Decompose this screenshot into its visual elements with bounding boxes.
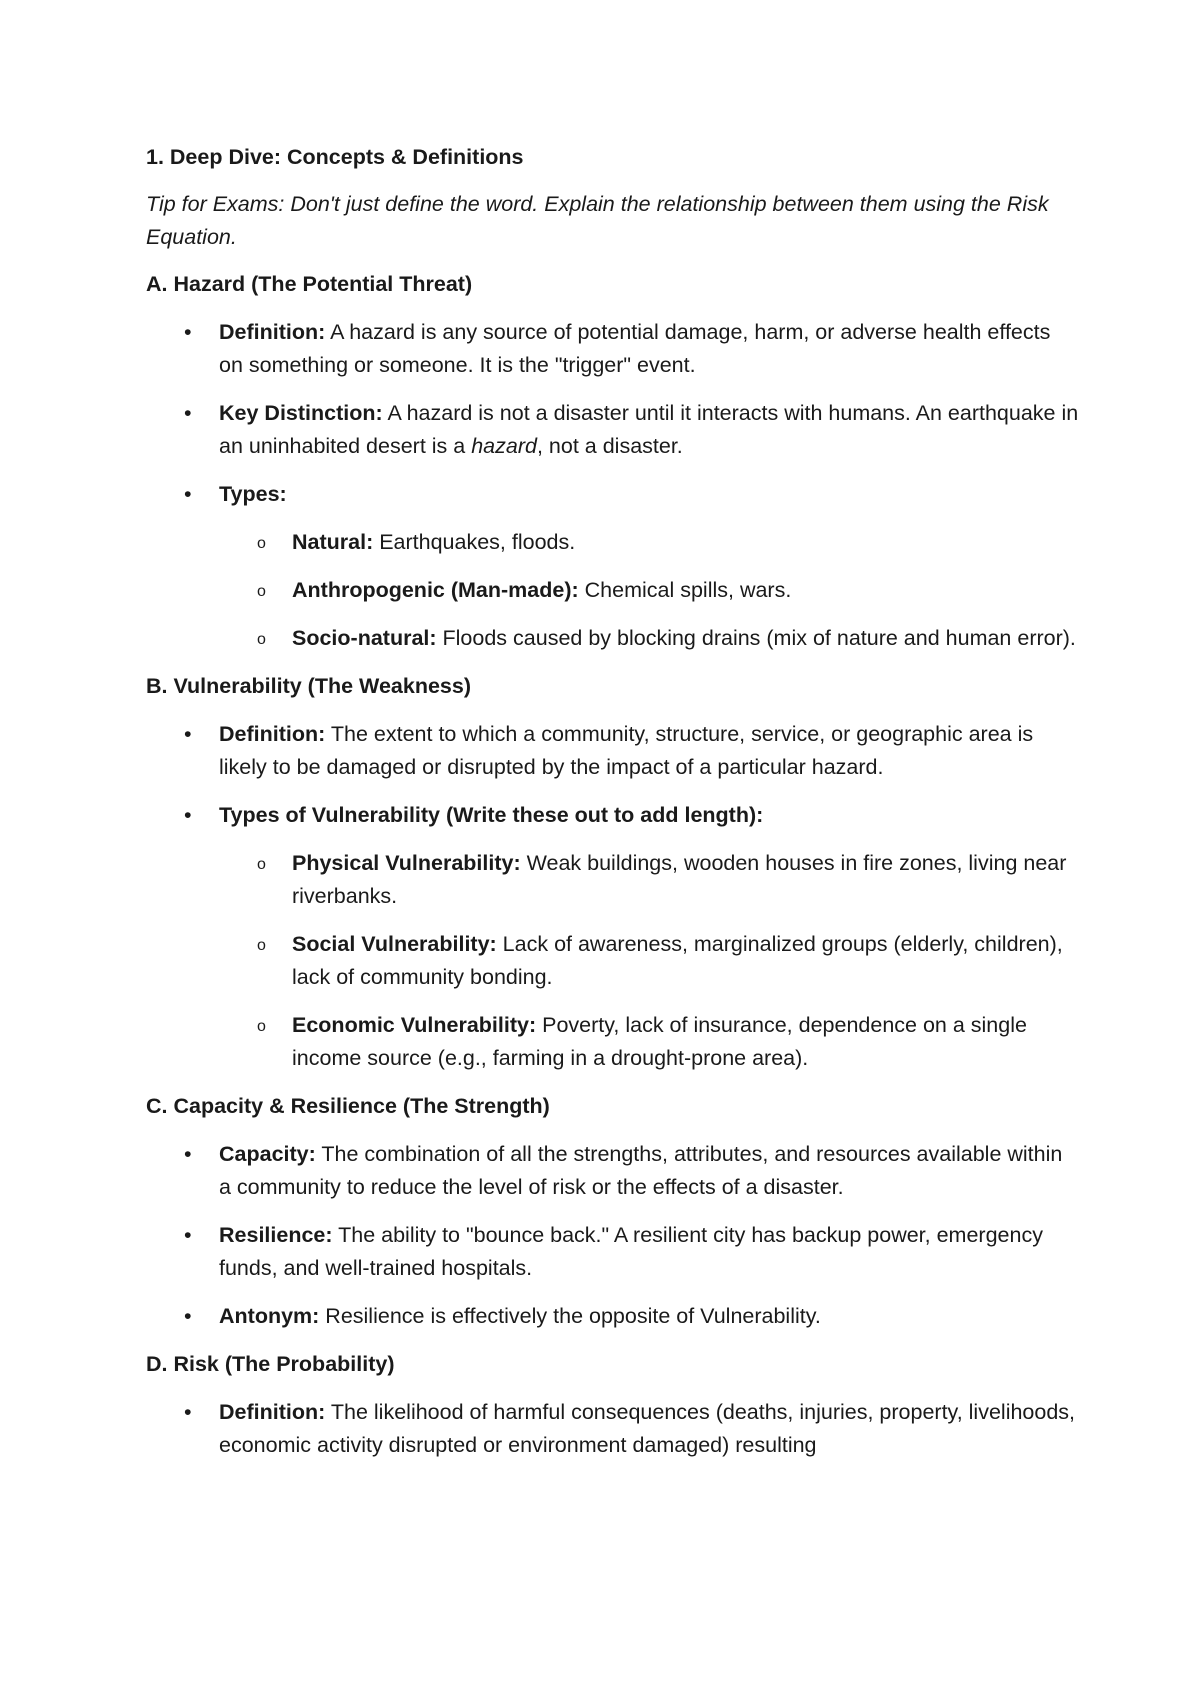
list-item xyxy=(146,1300,1080,1333)
section-c-title: C. Capacity & Resilience (The Strength) xyxy=(146,1094,550,1118)
sub-bullet-icon: o xyxy=(257,535,266,552)
item-text: The extent to which a community, structure, service, or geographic area is likely to be damaged or disrupted by the impact of a particular hazard. xyxy=(219,722,1034,779)
bullet-icon: • xyxy=(184,1223,192,1247)
list-item xyxy=(146,1396,1080,1462)
list-item xyxy=(146,397,1080,463)
item-label: Anthropogenic (Man-made): xyxy=(292,578,579,602)
section-b-list xyxy=(146,718,1080,1075)
section-d-title: D. Risk (The Probability) xyxy=(146,1352,395,1376)
list-item xyxy=(146,799,1080,1075)
sub-bullet-icon: o xyxy=(257,583,266,600)
bullet-icon: • xyxy=(184,1304,192,1328)
sub-list-item xyxy=(146,574,1080,607)
item-label: Capacity: xyxy=(219,1142,316,1166)
item-text: Poverty, lack of insurance, dependence on a single income source (e.g., farming in a drought-prone area). xyxy=(292,1013,1027,1070)
item-text: Chemical spills, wars. xyxy=(578,578,792,602)
section-b-title: B. Vulnerability (The Weakness) xyxy=(146,674,471,698)
item-label: Types of Vulnerability (Write these out to add length): xyxy=(219,803,764,827)
sub-list-item xyxy=(146,622,1080,655)
item-text: A hazard is not a disaster until it interacts with humans. An earthquake in an uninhabited desert is a xyxy=(219,401,1079,458)
item-label: Social Vulnerability: xyxy=(292,932,497,956)
list-item xyxy=(146,1219,1080,1285)
item-text: A hazard is any source of potential damage, harm, or adverse health effects on something or someone. It is the "trigger" event. xyxy=(219,320,1051,377)
bullet-icon: • xyxy=(184,1142,192,1166)
item-text: Floods caused by blocking drains (mix of nature and human error). xyxy=(436,626,1076,650)
vulnerability-types-list xyxy=(146,847,1080,1075)
item-label: Natural: xyxy=(292,530,374,554)
section-c-list xyxy=(146,1138,1080,1333)
item-label: Antonym: xyxy=(219,1304,320,1328)
item-text: , not a disaster. xyxy=(536,434,683,458)
section-d-list xyxy=(146,1396,1080,1462)
item-label: Socio-natural: xyxy=(292,626,437,650)
item-label: Definition: xyxy=(219,320,326,344)
item-label: Key Distinction: xyxy=(219,401,383,425)
section-a-list xyxy=(146,316,1080,655)
sub-bullet-icon: o xyxy=(257,631,266,648)
bullet-icon: • xyxy=(184,482,192,506)
bullet-icon: • xyxy=(184,320,192,344)
bullet-icon: • xyxy=(184,803,192,827)
item-text: The combination of all the strengths, attributes, and resources available within a community to reduce the level of risk or the effects of a disaster. xyxy=(219,1142,1063,1199)
sub-bullet-icon: o xyxy=(257,1018,266,1035)
sub-list-item xyxy=(146,1009,1080,1075)
page-heading: 1. Deep Dive: Concepts & Definitions xyxy=(146,145,524,169)
list-item xyxy=(146,478,1080,655)
exam-tip: Tip for Exams: Don't just define the word. Explain the relationship between them using the Risk Equation. xyxy=(146,192,1049,249)
item-text: The ability to "bounce back." A resilient city has backup power, emergency funds, and well-trained hospitals. xyxy=(219,1223,1043,1280)
item-emphasis: hazard xyxy=(471,434,537,458)
item-text: Lack of awareness, marginalized groups (elderly, children), lack of community bonding. xyxy=(292,932,1063,989)
item-label: Physical Vulnerability: xyxy=(292,851,521,875)
sub-bullet-icon: o xyxy=(257,937,266,954)
sub-bullet-icon: o xyxy=(257,856,266,873)
bullet-icon: • xyxy=(184,722,192,746)
item-text: The likelihood of harmful consequences (deaths, injuries, property, livelihoods, economic activity disrupted or environment damaged) resulting xyxy=(219,1400,1076,1457)
sub-list-item xyxy=(146,526,1080,559)
sub-list-item xyxy=(146,928,1080,994)
hazard-types-list xyxy=(146,526,1080,655)
section-a-title: A. Hazard (The Potential Threat) xyxy=(146,272,473,296)
bullet-icon: • xyxy=(184,401,192,425)
item-label: Resilience: xyxy=(219,1223,333,1247)
item-label: Types: xyxy=(219,482,287,506)
item-text: Earthquakes, floods. xyxy=(373,530,576,554)
item-label: Definition: xyxy=(219,1400,326,1424)
item-text: Weak buildings, wooden houses in fire zones, living near riverbanks. xyxy=(292,851,1067,908)
item-text: Resilience is effectively the opposite of Vulnerability. xyxy=(319,1304,821,1328)
item-label: Economic Vulnerability: xyxy=(292,1013,537,1037)
list-item xyxy=(146,718,1080,784)
bullet-icon: • xyxy=(184,1400,192,1424)
item-label: Definition: xyxy=(219,722,326,746)
list-item xyxy=(146,316,1080,382)
list-item xyxy=(146,1138,1080,1204)
sub-list-item xyxy=(146,847,1080,913)
